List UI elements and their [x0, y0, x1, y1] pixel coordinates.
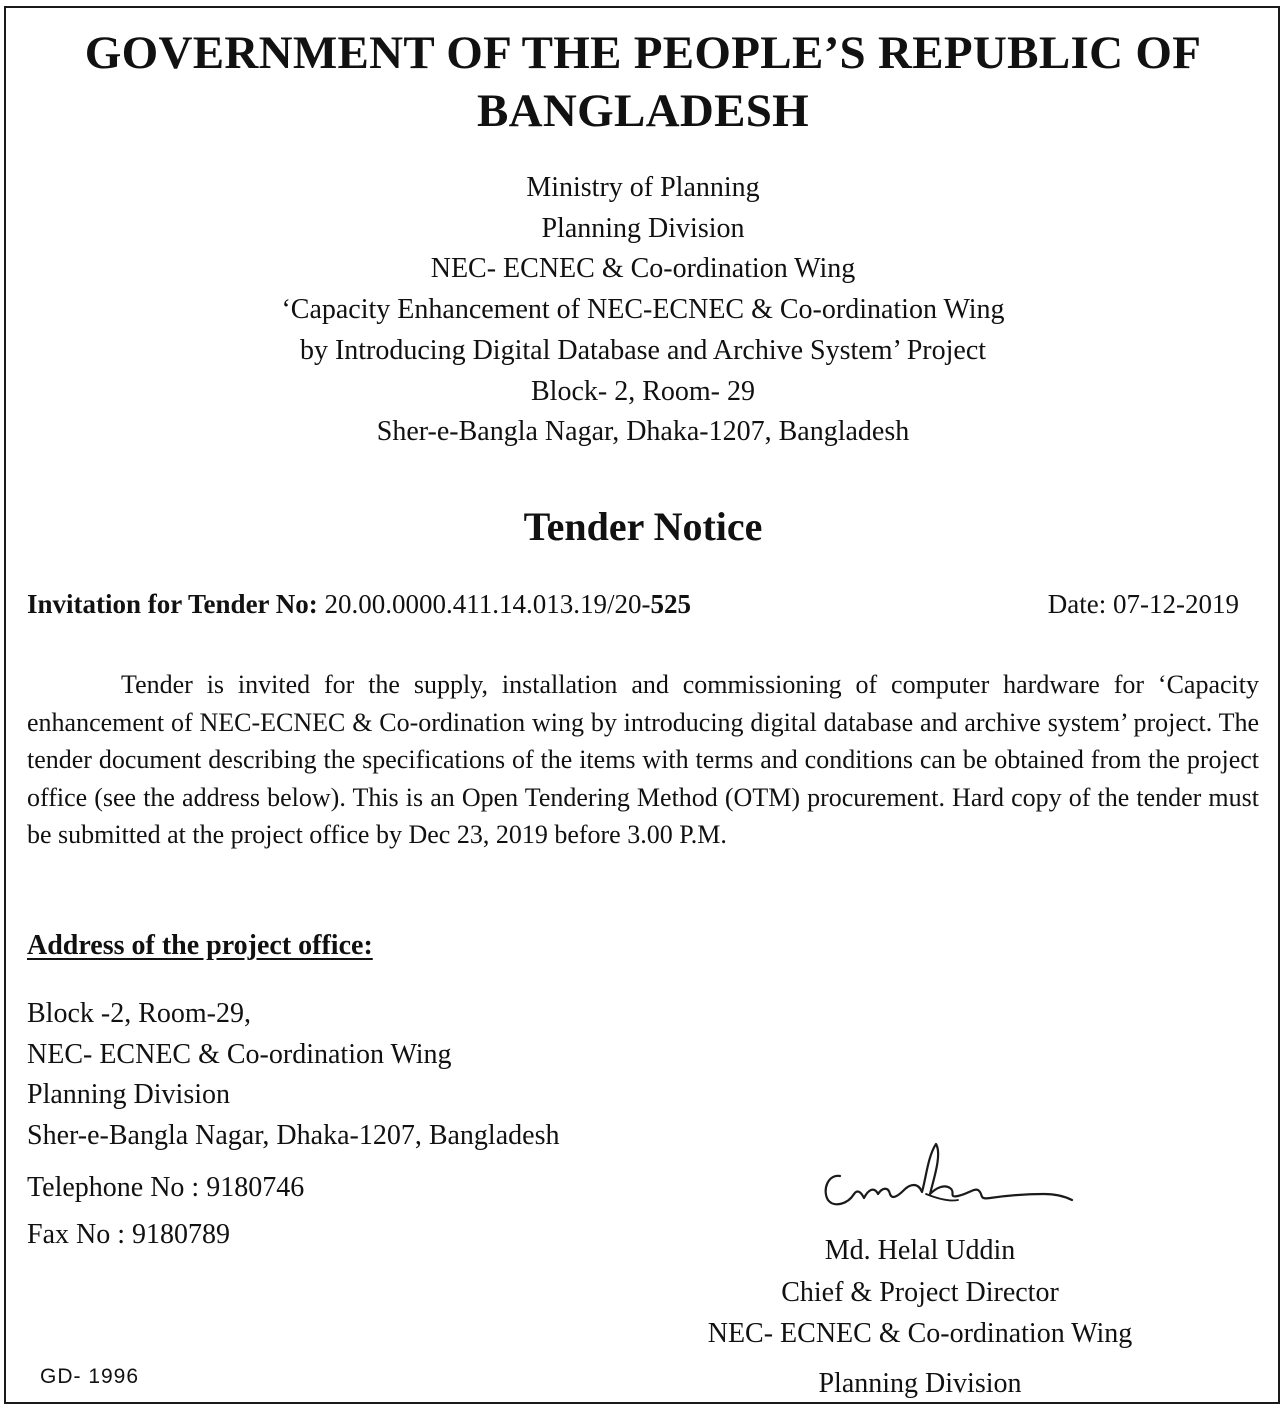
address-line: Block -2, Room-29,: [27, 998, 251, 1029]
address-line: NEC- ECNEC & Co-ordination Wing: [27, 1038, 452, 1070]
project-name-line2: by Introducing Digital Database and Archive System’ Project: [299, 334, 987, 366]
tender-body-paragraph: Tender is invited for the supply, installation and commissioning of computer hardware for ‘Capacity enhancement of NEC-ECNEC & Co-ordination wing by introducing digital database and archive system’ project. The tender document describing the specifications of the items with terms and conditions can be obtained from the project office (see the address below). This is an Open Tendering Method (OTM) procurement. Hard copy of the tender must be submitted at the project office by Dec 23, 2019 before 3.00 P.M.: [27, 670, 1259, 850]
division-name: Planning Division: [541, 212, 745, 244]
government-title: [0, 24, 1286, 140]
itt-label: Invitation for Tender No:: [27, 589, 318, 619]
itt-number: 20.00.0000.411.14.013.19/20-: [317, 589, 651, 619]
signatory-title: Chief & Project Director: [781, 1276, 1059, 1308]
notice-date: Date: 07-12-2019: [1047, 589, 1239, 619]
tender-notice-heading: Tender Notice: [523, 504, 763, 549]
address-heading: Address of the project office:: [27, 930, 373, 961]
project-office-address: [27, 994, 559, 1156]
signatory-block: [600, 1230, 1240, 1404]
project-name-line1: ‘Capacity Enhancement of NEC-ECNEC & Co-ordination Wing: [281, 294, 1005, 326]
telephone-number: Telephone No : 9180746: [27, 1172, 305, 1203]
invitation-for-tender-row: [27, 586, 1239, 622]
handwritten-signature: [818, 1138, 1080, 1218]
address-line: Sher-e-Bangla Nagar, Dhaka-1207, Bangladesh: [27, 1119, 560, 1151]
fax-number: Fax No : 9180789: [27, 1219, 230, 1250]
wing-name: NEC- ECNEC & Co-ordination Wing: [430, 253, 856, 285]
government-title-line2: BANGLADESH: [476, 85, 810, 137]
signatory-division: Planning Division: [818, 1367, 1022, 1399]
address-line: Planning Division: [27, 1079, 231, 1111]
gd-code: GD- 1996: [40, 1365, 140, 1388]
issuer-header: [0, 168, 1286, 453]
block-room: Block- 2, Room- 29: [531, 375, 755, 407]
government-title-line1: GOVERNMENT OF THE PEOPLE’S REPUBLIC OF: [84, 27, 1202, 79]
signatory-wing: NEC- ECNEC & Co-ordination Wing: [707, 1318, 1133, 1349]
ministry-name: Ministry of Planning: [526, 172, 760, 203]
city-address: Sher-e-Bangla Nagar, Dhaka-1207, Bangladesh: [376, 416, 910, 448]
itt-number-suffix: 525: [650, 589, 692, 619]
signatory-name: Md. Helal Uddin: [824, 1235, 1016, 1266]
contact-info: [27, 1164, 304, 1258]
